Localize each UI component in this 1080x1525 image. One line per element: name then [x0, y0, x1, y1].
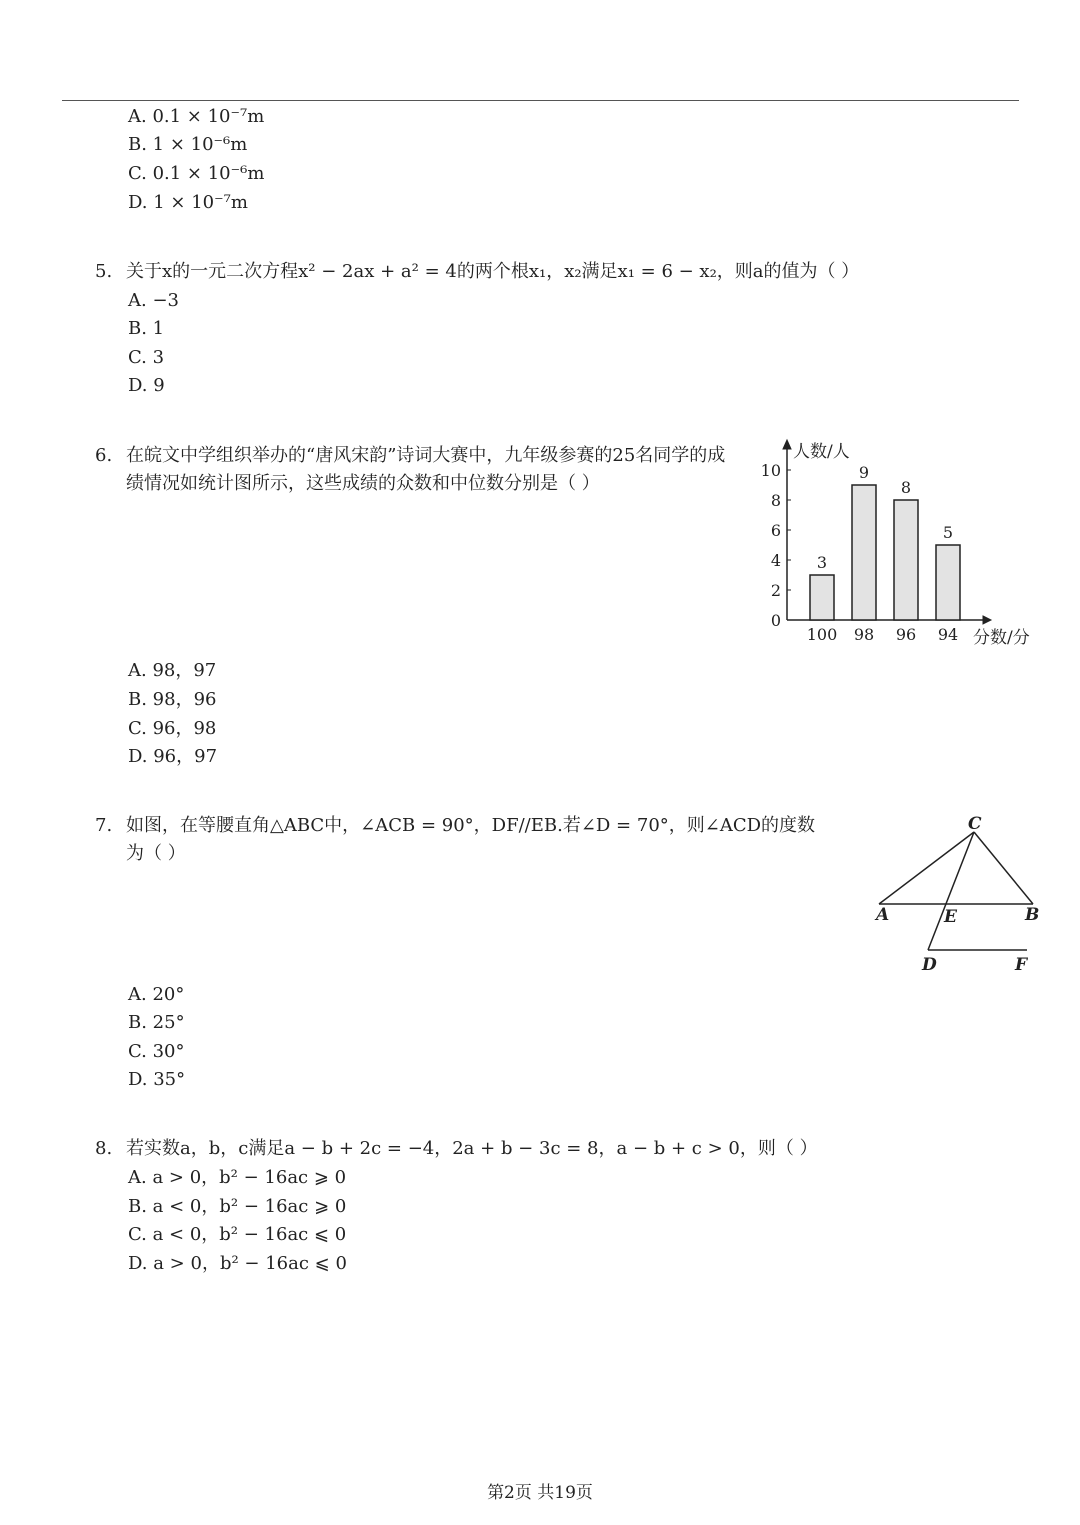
q8-option-d: D. a > 0，b² − 16ac ⩽ 0 — [128, 1253, 347, 1274]
q7-option-c: C. 30° — [128, 1041, 185, 1062]
y-axis-title: 人数/人 — [793, 442, 850, 462]
y-tick-label: 4 — [770, 551, 781, 570]
y-tick-label: 2 — [770, 581, 781, 600]
y-tick-label: 6 — [770, 521, 781, 540]
q4-option-d: D. 1 × 10⁻⁷m — [128, 192, 248, 213]
bar-value-label: 3 — [816, 553, 828, 572]
q6-option-b: B. 98，96 — [128, 689, 217, 710]
label-f: F — [1015, 955, 1028, 975]
bar-94 — [936, 545, 960, 620]
q5-number: 5. — [95, 261, 113, 282]
q6-option-c: C. 96，98 — [128, 718, 217, 739]
q8-text: 若实数a，b，c满足a − b + 2c = −4，2a + b − 3c = 8，a − b + c > 0，则（ ） — [126, 1138, 818, 1159]
x-tick-label: 98 — [853, 625, 875, 644]
x-tick-label: 94 — [937, 625, 959, 644]
segment-cb — [974, 832, 1033, 904]
label-b: B — [1025, 905, 1040, 925]
bar-value-label: 8 — [900, 478, 912, 497]
q8-option-a: A. a > 0，b² − 16ac ⩾ 0 — [128, 1167, 347, 1188]
y-axis-arrow — [783, 440, 791, 449]
q8-option-c: C. a < 0，b² − 16ac ⩽ 0 — [128, 1224, 347, 1245]
x-axis-title: 分数/分 — [973, 628, 1030, 648]
q4-option-c: C. 0.1 × 10⁻⁶m — [128, 163, 265, 184]
label-d: D — [922, 955, 937, 975]
x-axis-arrow — [983, 616, 991, 624]
q7-number: 7. — [95, 815, 113, 836]
q4-option-a: A. 0.1 × 10⁻⁷m — [128, 106, 265, 127]
q5-option-a: A. −3 — [128, 290, 179, 311]
q7-text-line2: 为（ ） — [126, 843, 186, 864]
y-tick-label: 10 — [760, 461, 781, 480]
q7-option-d: D. 35° — [128, 1069, 186, 1090]
q6-number: 6. — [95, 445, 113, 466]
x-tick-label: 100 — [806, 625, 838, 644]
score-bar-chart — [755, 435, 1055, 655]
q8-number: 8. — [95, 1138, 113, 1159]
bar-98 — [852, 485, 876, 620]
q6-option-a: A. 98，97 — [128, 660, 217, 681]
q5-option-c: C. 3 — [128, 347, 165, 368]
bar-96 — [894, 500, 918, 620]
q5-text: 关于x的一元二次方程x² − 2ax + a² = 4的两个根x₁，x₂满足x₁ = 6 − x₂，则a的值为（ ） — [126, 261, 860, 282]
q6-text-line1: 在皖文中学组织举办的“唐风宋韵”诗词大赛中，九年级参赛的25名同学的成 — [126, 445, 726, 466]
bar-value-label: 5 — [942, 523, 954, 542]
x-tick-label: 96 — [895, 625, 917, 644]
bar-value-label: 9 — [858, 463, 870, 482]
header-rule — [62, 100, 1019, 101]
q8-option-b: B. a < 0，b² − 16ac ⩾ 0 — [128, 1196, 347, 1217]
label-c: C — [968, 814, 982, 834]
label-a: A — [876, 905, 890, 925]
q7-option-a: A. 20° — [128, 984, 185, 1005]
q5-option-b: B. 1 — [128, 318, 165, 339]
q7-option-b: B. 25° — [128, 1012, 185, 1033]
page-footer: 第2页 共19页 — [487, 1483, 593, 1503]
triangle-figure — [870, 812, 1050, 982]
q5-option-d: D. 9 — [128, 375, 165, 396]
y-tick-label: 8 — [770, 491, 781, 510]
q4-option-b: B. 1 × 10⁻⁶m — [128, 134, 248, 155]
q6-option-d: D. 96，97 — [128, 746, 218, 767]
y-tick-label: 0 — [770, 611, 781, 630]
label-e: E — [944, 907, 957, 927]
q6-text-line2: 绩情况如统计图所示，这些成绩的众数和中位数分别是（ ） — [126, 473, 600, 494]
q7-text-line1: 如图，在等腰直角△ABC中，∠ACB = 90°，DF//EB.若∠D = 70°，则∠ACD的度数 — [126, 815, 816, 836]
bar-100 — [810, 575, 834, 620]
